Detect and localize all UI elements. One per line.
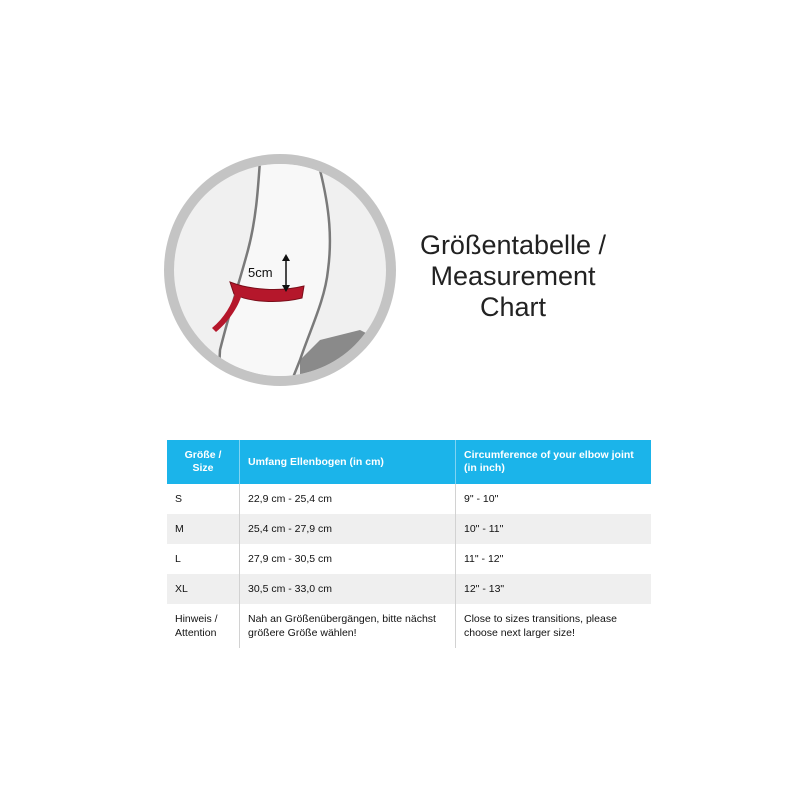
size-cell: M bbox=[167, 514, 240, 544]
inch-cell: 10" - 11" bbox=[456, 514, 652, 544]
header-size: Größe / Size bbox=[167, 440, 240, 484]
measure-label: 5cm bbox=[248, 265, 273, 280]
size-cell: XL bbox=[167, 574, 240, 604]
size-cell: S bbox=[175, 493, 183, 505]
table-row bbox=[167, 544, 651, 574]
table-header-row bbox=[167, 440, 651, 484]
inch-cell: 9" - 10" bbox=[456, 484, 652, 514]
title-line-2: Measurement bbox=[430, 261, 596, 291]
attention-note-de: Nah an Größenübergängen, bitte nächst größere Größe wählen! bbox=[240, 604, 456, 648]
inch-cell: 12" - 13" bbox=[456, 574, 652, 604]
header-circumference-cm: Umfang Ellenbogen (in cm) bbox=[240, 440, 456, 484]
attention-note-en: Close to sizes transitions, please choose next larger size! bbox=[456, 604, 652, 648]
cm-cell: 27,9 cm - 30,5 cm bbox=[240, 544, 456, 574]
elbow-measurement-illustration bbox=[160, 150, 400, 390]
cm-cell: 22,9 cm - 25,4 cm bbox=[240, 484, 456, 514]
size-table bbox=[167, 440, 651, 648]
table-row bbox=[167, 484, 651, 514]
cm-cell: 25,4 cm - 27,9 cm bbox=[240, 514, 456, 544]
title-line-3: Chart bbox=[479, 292, 547, 322]
page-title bbox=[408, 230, 618, 323]
title-line-1: Größentabelle / bbox=[419, 230, 607, 260]
size-cell: L bbox=[175, 553, 181, 565]
attention-label: Hinweis / Attention bbox=[175, 613, 218, 639]
table-row bbox=[167, 574, 651, 604]
table-row-attention bbox=[167, 604, 651, 648]
table-row bbox=[167, 514, 651, 544]
header-circumference-inch: Circumference of your elbow joint (in inch) bbox=[456, 440, 652, 484]
cm-cell: 30,5 cm - 33,0 cm bbox=[240, 574, 456, 604]
inch-cell: 11" - 12" bbox=[456, 544, 652, 574]
